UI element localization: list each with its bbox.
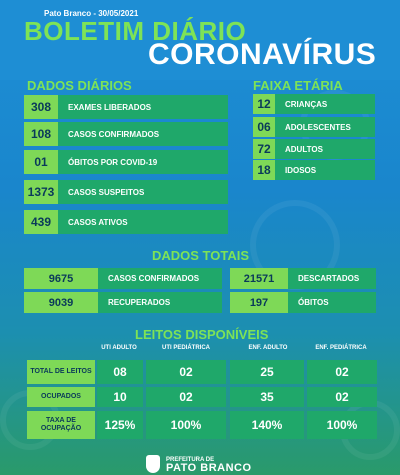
daily-label: EXAMES LIBERADOS [58,95,228,119]
age-label: IDOSOS [275,160,375,180]
bulletin-title: BOLETIM DIÁRIO [24,16,247,46]
age-row [253,117,375,137]
daily-label: CASOS CONFIRMADOS [58,122,228,146]
beds-cell: 140% [230,411,304,439]
daily-label: CASOS SUSPEITOS [58,180,228,204]
row-total-beds: TOTAL DE LEITOS [27,360,95,384]
daily-row [24,95,228,119]
beds-cell: 02 [307,387,377,407]
total-recovered-value: 9039 [24,292,98,313]
daily-row [24,180,228,204]
total-confirmed-value: 9675 [24,268,98,289]
coronavirus-title: CORONAVÍRUS [148,38,377,71]
age-value: 18 [253,160,275,180]
col-ward-pediatric: ENF. PEDIÁTRICA [315,345,367,351]
daily-data-title: DADOS DIÁRIOS [27,78,132,93]
beds-cell: 35 [230,387,304,407]
beds-cell: 25 [230,360,304,384]
daily-value: 108 [24,122,58,146]
col-ward-adult: ENF. ADULTO [248,345,288,351]
beds-cell: 125% [97,411,143,439]
beds-cell: 02 [307,360,377,384]
total-discarded-value: 21571 [230,268,288,289]
daily-value: 439 [24,210,58,234]
row-occupancy-rate: TAXA DE OCUPAÇÃO [27,411,95,439]
location-date: Pato Branco - 30/05/2021 [44,9,139,18]
daily-value: 308 [24,95,58,119]
city-hall-logo [146,455,252,473]
daily-row [24,210,228,234]
daily-row [24,150,228,174]
footer-city: PATO BRANCO [166,462,252,474]
footer-text [166,456,252,472]
total-discarded-label: DESCARTADOS [288,268,376,289]
age-row [253,139,375,159]
age-value: 12 [253,94,275,114]
total-recovered-label: RECUPERADOS [98,292,222,313]
total-deaths-value: 197 [230,292,288,313]
beds-cell: 10 [97,387,143,407]
crest-icon [146,455,160,473]
beds-cell: 02 [146,387,226,407]
totals-title: DADOS TOTAIS [152,248,250,263]
col-uti-pediatric: UTI PEDIÁTRICA [162,345,210,351]
col-uti-adult: UTI ADULTO [101,345,137,351]
row-occupied: OCUPADOS [27,387,95,407]
beds-cell: 100% [307,411,377,439]
age-row [253,94,375,114]
age-label: ADULTOS [275,139,375,159]
age-value: 72 [253,139,275,159]
total-deaths-label: ÓBITOS [288,292,376,313]
beds-cell: 08 [97,360,143,384]
age-label: CRIANÇAS [275,94,375,114]
beds-cell: 02 [146,360,226,384]
daily-label: CASOS ATIVOS [58,210,228,234]
footer-prefeitura: PREFEITURA DE [166,457,215,463]
daily-value: 01 [24,150,58,174]
age-value: 06 [253,117,275,137]
age-range-title: FAIXA ETÁRIA [253,78,343,93]
daily-row [24,122,228,146]
age-row [253,160,375,180]
age-label: ADOLESCENTES [275,117,375,137]
daily-label: ÓBITOS POR COVID-19 [58,150,228,174]
beds-title: LEITOS DISPONÍVEIS [135,327,269,342]
daily-value: 1373 [24,180,58,204]
total-confirmed-label: CASOS CONFIRMADOS [98,268,222,289]
beds-cell: 100% [146,411,226,439]
